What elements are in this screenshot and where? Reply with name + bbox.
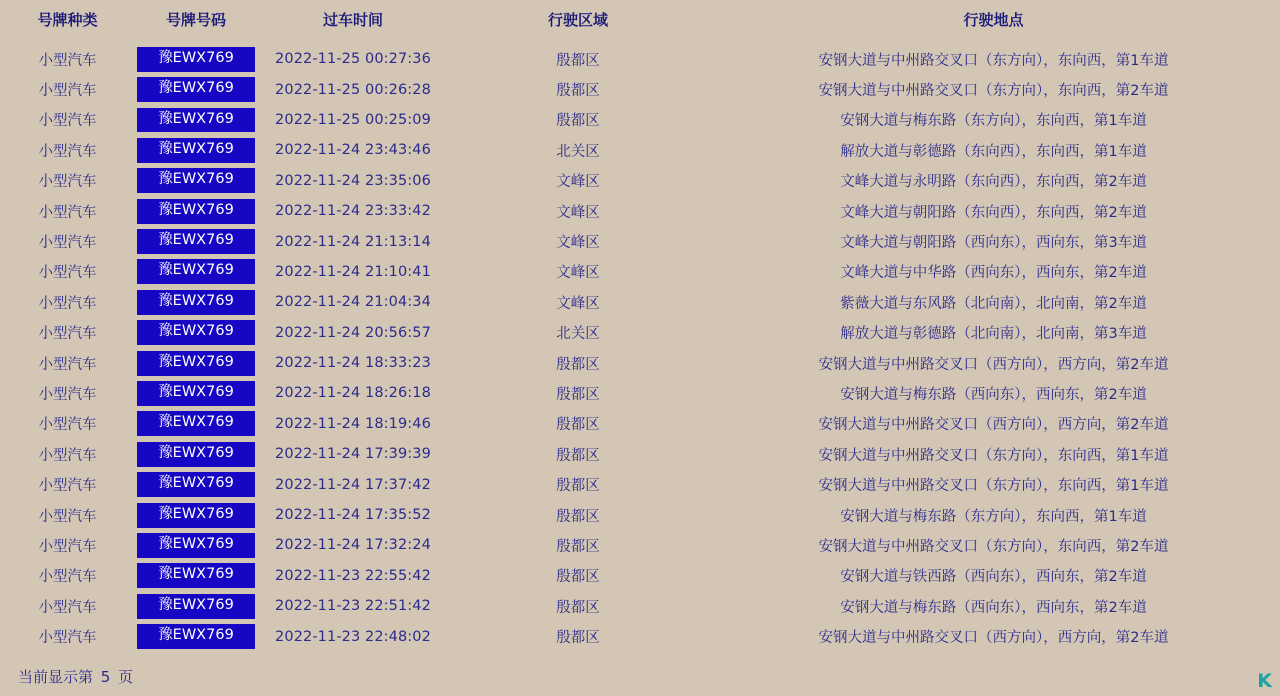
column-header-plate-type: 号牌种类: [37, 11, 98, 29]
table-row[interactable]: [0, 469, 1280, 499]
cell-driving-area: 殷都区: [556, 386, 600, 403]
cell-driving-area: 殷都区: [556, 538, 600, 555]
plate-badge: 豫EWX769: [137, 138, 255, 163]
cell-plate-number: [135, 439, 257, 469]
plate-badge: 豫EWX769: [137, 108, 255, 133]
cell-driving-location: 安钢大道与梅东路（东方向），东向西，第1车道: [840, 508, 1147, 525]
cell-driving-location: 文峰大道与朝阳路（东向西），东向西，第2车道: [840, 204, 1147, 221]
cell-driving-area: 殷都区: [556, 113, 600, 130]
cell-driving-area: 殷都区: [556, 447, 600, 464]
plate-badge: 豫EWX769: [137, 503, 255, 528]
cell-plate-type: 小型汽车: [38, 265, 97, 282]
cell-pass-time: 2022-11-25 00:25:09: [275, 111, 431, 128]
cell-plate-number: [135, 409, 257, 439]
table-header-row: [0, 0, 1280, 44]
cell-driving-area: 殷都区: [556, 52, 600, 69]
cell-plate-type: 小型汽车: [38, 83, 97, 100]
cell-pass-time: 2022-11-24 18:33:23: [275, 355, 431, 372]
plate-badge: 豫EWX769: [137, 47, 255, 72]
pagination-page-number: 5: [100, 668, 111, 686]
cell-plate-type: 小型汽车: [38, 447, 97, 464]
cell-driving-location: 安钢大道与铁西路（西向东），西向东，第2车道: [840, 569, 1147, 586]
cell-plate-type: 小型汽车: [38, 386, 97, 403]
plate-badge: 豫EWX769: [137, 411, 255, 436]
cell-plate-number: [135, 135, 257, 165]
cell-driving-area: 殷都区: [556, 356, 600, 373]
cell-pass-time: 2022-11-23 22:51:42: [275, 598, 431, 615]
pagination-suffix: 页: [118, 668, 134, 686]
cell-plate-number: [135, 500, 257, 530]
table-row[interactable]: [0, 561, 1280, 591]
cell-plate-type: 小型汽车: [38, 174, 97, 191]
plate-badge: 豫EWX769: [137, 290, 255, 315]
table-row[interactable]: [0, 621, 1280, 651]
cell-driving-location: 解放大道与彰德路（北向南），北向南，第3车道: [840, 326, 1147, 343]
cell-plate-number: [135, 166, 257, 196]
plate-badge: 豫EWX769: [137, 259, 255, 284]
cell-driving-location: 安钢大道与中州路交叉口（东方向），东向西，第1车道: [818, 478, 1169, 495]
cell-pass-time: 2022-11-24 17:32:24: [275, 537, 431, 554]
column-header-plate-number: 号牌号码: [165, 11, 226, 29]
plate-badge: 豫EWX769: [137, 624, 255, 649]
cell-driving-location: 安钢大道与中州路交叉口（东方向），东向西，第1车道: [818, 52, 1169, 69]
cell-driving-area: 殷都区: [556, 508, 600, 525]
cell-pass-time: 2022-11-24 23:35:06: [275, 172, 431, 189]
table-row[interactable]: [0, 44, 1280, 74]
cell-driving-location: 文峰大道与永明路（东向西），东向西，第2车道: [840, 174, 1147, 191]
cell-driving-area: 北关区: [556, 326, 600, 343]
cell-pass-time: 2022-11-24 18:26:18: [275, 385, 431, 402]
cell-driving-area: 殷都区: [556, 630, 600, 647]
table-row[interactable]: [0, 257, 1280, 287]
plate-badge: 豫EWX769: [137, 351, 255, 376]
cell-driving-area: 北关区: [556, 143, 600, 160]
cell-pass-time: 2022-11-24 18:19:46: [275, 415, 431, 432]
cell-pass-time: 2022-11-23 22:55:42: [275, 567, 431, 584]
table-row[interactable]: [0, 135, 1280, 165]
column-header-driving-location: 行驶地点: [963, 11, 1024, 29]
table-row[interactable]: [0, 500, 1280, 530]
pagination-status: [18, 666, 133, 687]
plate-badge: 豫EWX769: [137, 381, 255, 406]
plate-badge: 豫EWX769: [137, 442, 255, 467]
cell-plate-number: [135, 318, 257, 348]
cell-plate-type: 小型汽车: [38, 569, 97, 586]
cell-plate-number: [135, 591, 257, 621]
table-row[interactable]: [0, 348, 1280, 378]
table-row[interactable]: [0, 530, 1280, 560]
app-logo: K: [1257, 670, 1272, 692]
table-row[interactable]: [0, 287, 1280, 317]
table-row[interactable]: [0, 439, 1280, 469]
table-row[interactable]: [0, 74, 1280, 104]
cell-plate-type: 小型汽车: [38, 295, 97, 312]
cell-plate-number: [135, 530, 257, 560]
cell-plate-number: [135, 469, 257, 499]
cell-driving-location: 安钢大道与中州路交叉口（东方向），东向西，第2车道: [818, 83, 1169, 100]
plate-badge: 豫EWX769: [137, 533, 255, 558]
plate-badge: 豫EWX769: [137, 320, 255, 345]
cell-driving-location: 安钢大道与中州路交叉口（西方向），西方向，第2车道: [818, 417, 1169, 434]
cell-driving-location: 安钢大道与梅东路（西向东），西向东，第2车道: [840, 599, 1147, 616]
cell-plate-type: 小型汽车: [38, 538, 97, 555]
cell-plate-type: 小型汽车: [38, 52, 97, 69]
cell-plate-number: [135, 196, 257, 226]
cell-plate-type: 小型汽车: [38, 417, 97, 434]
cell-pass-time: 2022-11-24 23:43:46: [275, 142, 431, 159]
plate-badge: 豫EWX769: [137, 563, 255, 588]
cell-driving-location: 文峰大道与朝阳路（西向东），西向东，第3车道: [840, 235, 1147, 252]
cell-driving-location: 文峰大道与中华路（西向东），西向东，第2车道: [840, 265, 1147, 282]
cell-pass-time: 2022-11-24 17:39:39: [275, 446, 431, 463]
cell-driving-location: 安钢大道与中州路交叉口（东方向），东向西，第2车道: [818, 538, 1169, 555]
cell-driving-area: 殷都区: [556, 83, 600, 100]
cell-driving-area: 殷都区: [556, 478, 600, 495]
plate-badge: 豫EWX769: [137, 199, 255, 224]
cell-pass-time: 2022-11-25 00:26:28: [275, 81, 431, 98]
cell-plate-number: [135, 257, 257, 287]
cell-driving-area: 文峰区: [556, 295, 600, 312]
table-row[interactable]: [0, 318, 1280, 348]
plate-badge: 豫EWX769: [137, 77, 255, 102]
cell-driving-location: 解放大道与彰德路（东向西），东向西，第1车道: [840, 143, 1147, 160]
plate-badge: 豫EWX769: [137, 594, 255, 619]
cell-plate-number: [135, 348, 257, 378]
cell-driving-location: 安钢大道与梅东路（西向东），西向东，第2车道: [840, 386, 1147, 403]
plate-badge: 豫EWX769: [137, 229, 255, 254]
cell-driving-area: 殷都区: [556, 417, 600, 434]
cell-pass-time: 2022-11-24 20:56:57: [275, 324, 431, 341]
table-row[interactable]: [0, 166, 1280, 196]
plate-badge: 豫EWX769: [137, 472, 255, 497]
cell-pass-time: 2022-11-24 21:10:41: [275, 263, 431, 280]
cell-plate-number: [135, 105, 257, 135]
table-header: [0, 0, 1280, 44]
cell-plate-type: 小型汽车: [38, 478, 97, 495]
cell-plate-number: [135, 561, 257, 591]
cell-plate-type: 小型汽车: [38, 508, 97, 525]
cell-plate-type: 小型汽车: [38, 204, 97, 221]
cell-driving-area: 文峰区: [556, 204, 600, 221]
cell-plate-number: [135, 621, 257, 651]
table-row[interactable]: [0, 591, 1280, 621]
table-row[interactable]: [0, 378, 1280, 408]
cell-driving-location: 安钢大道与中州路交叉口（东方向），东向西，第1车道: [818, 447, 1169, 464]
cell-plate-type: 小型汽车: [38, 143, 97, 160]
cell-driving-location: 安钢大道与梅东路（东方向），东向西，第1车道: [840, 113, 1147, 130]
cell-plate-type: 小型汽车: [38, 356, 97, 373]
cell-pass-time: 2022-11-25 00:27:36: [275, 51, 431, 68]
column-header-pass-time: 过车时间: [322, 11, 383, 29]
cell-driving-location: 安钢大道与中州路交叉口（西方向），西方向，第2车道: [818, 630, 1169, 647]
cell-driving-area: 殷都区: [556, 569, 600, 586]
table-row[interactable]: [0, 226, 1280, 256]
cell-driving-location: 紫薇大道与东风路（北向南），北向南，第2车道: [840, 295, 1147, 312]
cell-plate-type: 小型汽车: [38, 113, 97, 130]
cell-plate-type: 小型汽车: [38, 630, 97, 647]
cell-plate-type: 小型汽车: [38, 326, 97, 343]
cell-pass-time: 2022-11-24 21:04:34: [275, 294, 431, 311]
cell-plate-number: [135, 287, 257, 317]
column-header-driving-area: 行驶区域: [547, 11, 608, 29]
table-row[interactable]: [0, 105, 1280, 135]
pagination-prefix: 当前显示第: [18, 668, 94, 686]
table-body: [0, 44, 1280, 652]
cell-pass-time: 2022-11-24 17:37:42: [275, 476, 431, 493]
cell-plate-type: 小型汽车: [38, 235, 97, 252]
cell-pass-time: 2022-11-24 23:33:42: [275, 203, 431, 220]
cell-pass-time: 2022-11-23 22:48:02: [275, 628, 431, 645]
cell-plate-number: [135, 74, 257, 104]
cell-pass-time: 2022-11-24 21:13:14: [275, 233, 431, 250]
cell-pass-time: 2022-11-24 17:35:52: [275, 507, 431, 524]
cell-driving-area: 文峰区: [556, 174, 600, 191]
cell-plate-number: [135, 378, 257, 408]
cell-plate-number: [135, 44, 257, 74]
plate-badge: 豫EWX769: [137, 168, 255, 193]
cell-plate-number: [135, 226, 257, 256]
table-row[interactable]: [0, 196, 1280, 226]
cell-driving-area: 文峰区: [556, 265, 600, 282]
cell-driving-area: 文峰区: [556, 235, 600, 252]
cell-driving-area: 殷都区: [556, 599, 600, 616]
table-row[interactable]: [0, 409, 1280, 439]
cell-plate-type: 小型汽车: [38, 599, 97, 616]
cell-driving-location: 安钢大道与中州路交叉口（西方向），西方向，第2车道: [818, 356, 1169, 373]
